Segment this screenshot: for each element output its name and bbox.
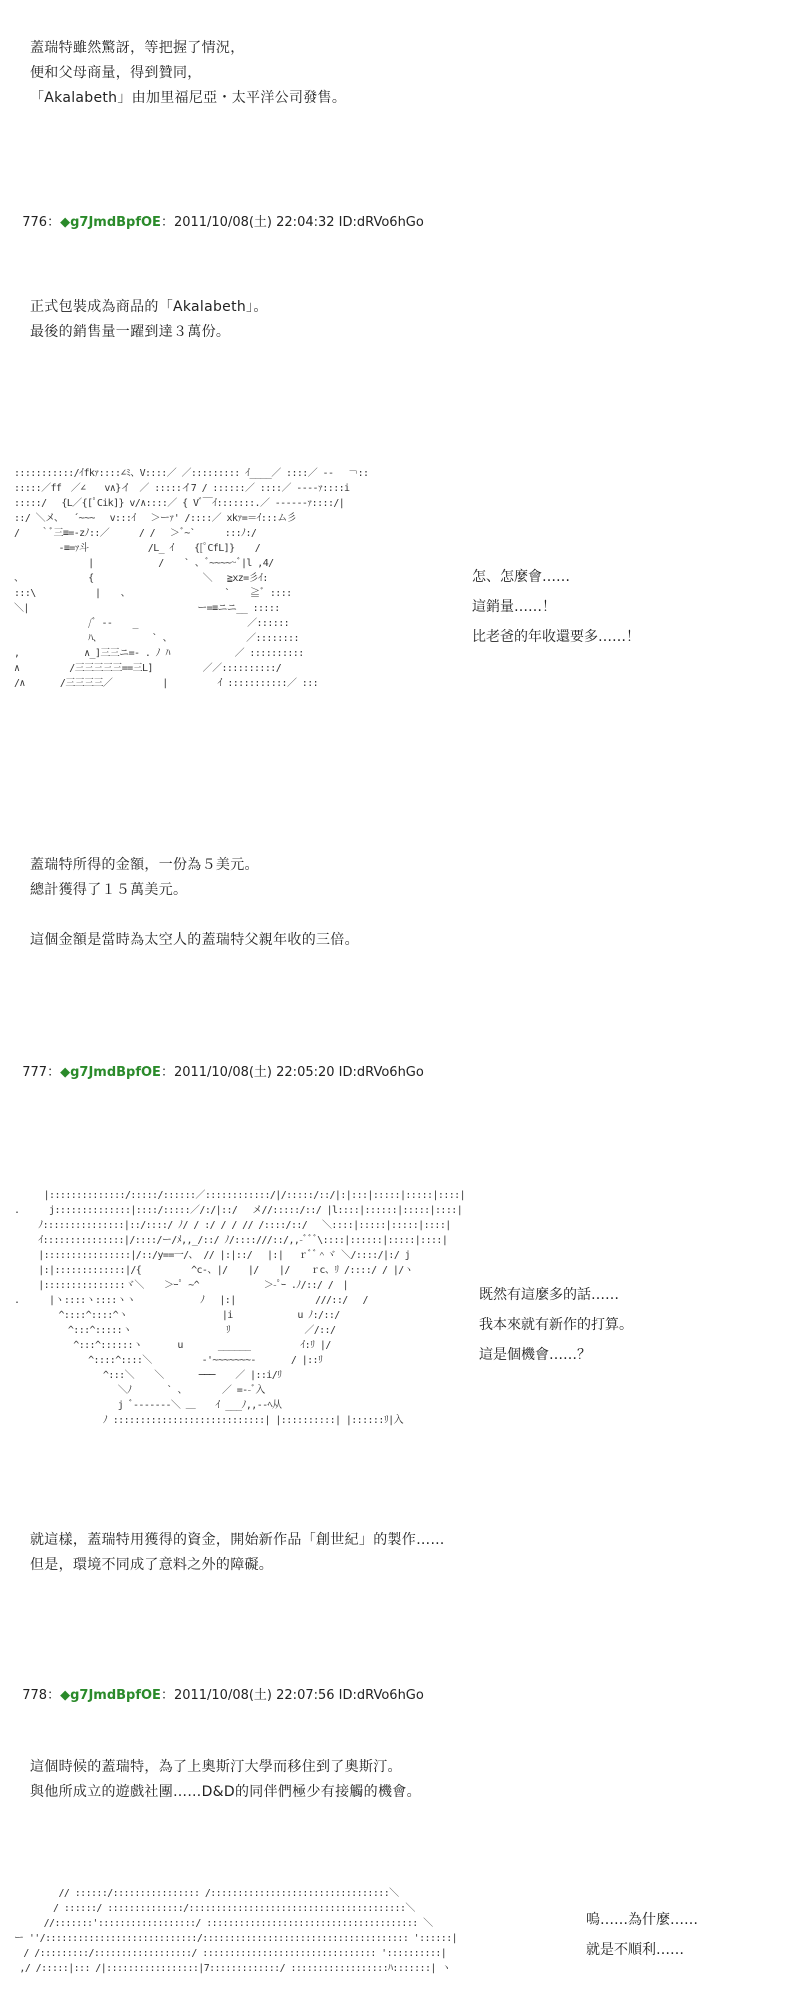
text-line: 怎、怎麼會…… [472, 569, 570, 585]
post-header-777 [14, 1046, 424, 1082]
tripcode: g7JmdBpfOE [70, 1065, 161, 1080]
narration-776a [30, 295, 268, 345]
text-line: 蓋瑞特雖然驚訝，等把握了情況， [30, 40, 245, 56]
narration-778 [30, 1755, 421, 1805]
text-line: 蓋瑞特所得的金額，一份為５美元。 [30, 857, 259, 873]
tripcode: g7JmdBpfOE [70, 215, 161, 230]
narration-intro [30, 36, 346, 111]
post-header-776 [14, 196, 424, 232]
text-line: 這個金額是當時為太空人的蓋瑞特父親年收的三倍。 [30, 932, 359, 948]
text-line: 就是不順利…… [586, 1942, 684, 1958]
text-line: 與他所成立的遊戲社團……D&D的同伴們極少有接觸的機會。 [30, 1784, 421, 1800]
post-header-778 [14, 1669, 424, 1705]
text-line: 這個時候的蓋瑞特，為了上奧斯汀大學而移住到了奧斯汀。 [30, 1759, 402, 1775]
text-line: 正式包裝成為商品的「Akalabeth」。 [30, 299, 268, 315]
diamond-icon: ◆ [60, 1065, 71, 1080]
narration-776b [30, 853, 359, 953]
text-line: 既然有這麼多的話…… [479, 1287, 619, 1303]
text-line: 便和父母商量，得到贊同， [30, 65, 202, 81]
text-line: 這是個機會……？ [479, 1347, 591, 1363]
tripcode: g7JmdBpfOE [70, 1688, 161, 1703]
ascii-art-character-2: |::::::::::::::/:::::/::::::／::::::::::::/|/:::::/::/|:|:::|:::::|:::::|::::| . j::::::::::::::|::::/:::::／/:/|::/ メ//:::::/::/ |l::::|::::::|:::::|::::| ﾉ:::::::::::::::|::/::::/ ﾉ/ / :/ / / // /::::/::/ ＼::::|:::::|:::::|::::| ｲ:::::::::::::::|/::::/ー/ﾒ,,_/::/ ﾉ/::::///::/,,-ﾞﾞﾞ\::::|::::::|:::::|::::| |::::::::::::::::|/::/y==一/、 // |:|::/ |:| ｒﾞﾞ＾ヾ ＼/::::/|:/ j |:|:::::::::::::|/{ ^c-、|/ |/ |/ ｒc、ﾘ /::::/ / |/ヽ |:::::::::::::::ヾ＼ ＞ｰﾟ ~^ ＞-ﾟｰ .ﾉ/::/ / | . |ヽ::::ヽ::::ヽヽ ﾉ |:| ///::/ / ^::::^::::^ヽ |i u ﾉ:/::/ ^:::^:::::ヽ ﾘ ／/::/ ^:::^::::::ヽ u ______ ｲ:ﾘ |/ ^::::^::::＼ -'~~~~~~~- / |::ﾘ ^:::＼ ＼ ─── ／ |::i/ﾘ ＼ﾉ ` 、 ／ =--ﾞ入 j ﾞ-------＼ ＿ ｲ ___ﾉ,,--ﾍ从 ﾉ ::::::::::::::::::::::::::::| |::::::::::| |::::::ﾘ|入 [14, 1190, 466, 1426]
diamond-icon: ◆ [60, 215, 71, 230]
speech-bubble-3 [586, 1905, 698, 1965]
text-line: 比老爸的年收還要多……！ [472, 629, 640, 645]
ascii-art-character-1: :::::::::::/ｲfkｧ::::∠ﾐ、V::::／ ／::::::::: ｲ____／ ::::／ -‐ ￢:: :::::／ff ／∠ v∧}イ ／ :::::イ7 / ::::::／ ::::／ ----ｧ::::i :::::/ {L／{[ﾟCik]} v/∧::::／ { Vﾞ￣ｲ:::::::.／ ------ｧ::::/| ::/ ＼メ、 ´~~~ v:::ｲ ＞ーｧ' /::::／ xkｧ=＝ｲ:::ム彡 / ｀ﾞ三≡=‐zﾉ::／ / / ＞ﾞ~` :::ﾉ:/ -≡=ｧ斗 /L_ ｲ {[ﾟCfL]} / | / ` 、ﾞ~~~~~ﾞ|l ,4/ 、 { ＼ ≧xz=彡ｲ: :::\ | 、 ` ≧ﾞ :::: ＼| ー=≡ニニ__ ::::: /ﾞ ‐‐ _ ／:::::: ﾊ、 ` 、 ／:::::::: , ∧_]三三ニ=- . ﾉ ﾊ ／ :::::::::: ∧ /三三三三三==三L] ／／::::::::::/ /∧ /三三三三／ | ｲ :::::::::::／ ::: [14, 468, 369, 689]
text-line: 就這樣，蓋瑞特用獲得的資金，開始新作品「創世紀」的製作…… [30, 1532, 445, 1548]
speech-bubble-1 [472, 562, 640, 652]
text-line: 我本來就有新作的打算。 [479, 1317, 633, 1333]
post-meta: ：2011/10/08(土) 22:04:32 ID:dRVo6hGo [160, 215, 424, 230]
post-number: 778： [22, 1688, 61, 1703]
post-number: 777： [22, 1065, 61, 1080]
narration-777 [30, 1528, 445, 1578]
post-meta: ：2011/10/08(土) 22:05:20 ID:dRVo6hGo [160, 1065, 424, 1080]
text-line [30, 903, 359, 928]
post-meta: ：2011/10/08(土) 22:07:56 ID:dRVo6hGo [160, 1688, 424, 1703]
text-line: 嗚……為什麼…… [586, 1912, 698, 1928]
text-line: 最後的銷售量一躍到達３萬份。 [30, 324, 231, 340]
text-line: 這銷量……！ [472, 599, 556, 615]
text-line: 總計獲得了１５萬美元。 [30, 882, 188, 898]
text-line: 「Akalabeth」由加里福尼亞・太平洋公司發售。 [30, 90, 347, 106]
speech-bubble-2 [479, 1280, 633, 1370]
text-line: 但是，環境不同成了意料之外的障礙。 [30, 1557, 274, 1573]
diamond-icon: ◆ [60, 1688, 71, 1703]
ascii-art-character-3: // ::::::/:::::::::::::::: /:::::::::::::::::::::::::::::::::＼ / ::::::/ ::::::::::::::/::::::::::::::::::::::::::::::::::::::::＼ //:::::::'::::::::::::::::::/ ::::::::::::::::::::::::::::::::::::::: ＼ ー ''/::::::::::::::::::::::::::::/:::::::::::::::::::::::::::::::::::::: '::::::| / /:::::::::/::::::::::::::::::/ :::::::::::::::::::::::::::::::: '::::::::::| ,/ /:::::|::: /|:::::::::::::::::|7:::::::::::::/ ::::::::::::::::::ﾊ:::::::| ヽ [14, 1888, 458, 1974]
post-number: 776： [22, 215, 61, 230]
